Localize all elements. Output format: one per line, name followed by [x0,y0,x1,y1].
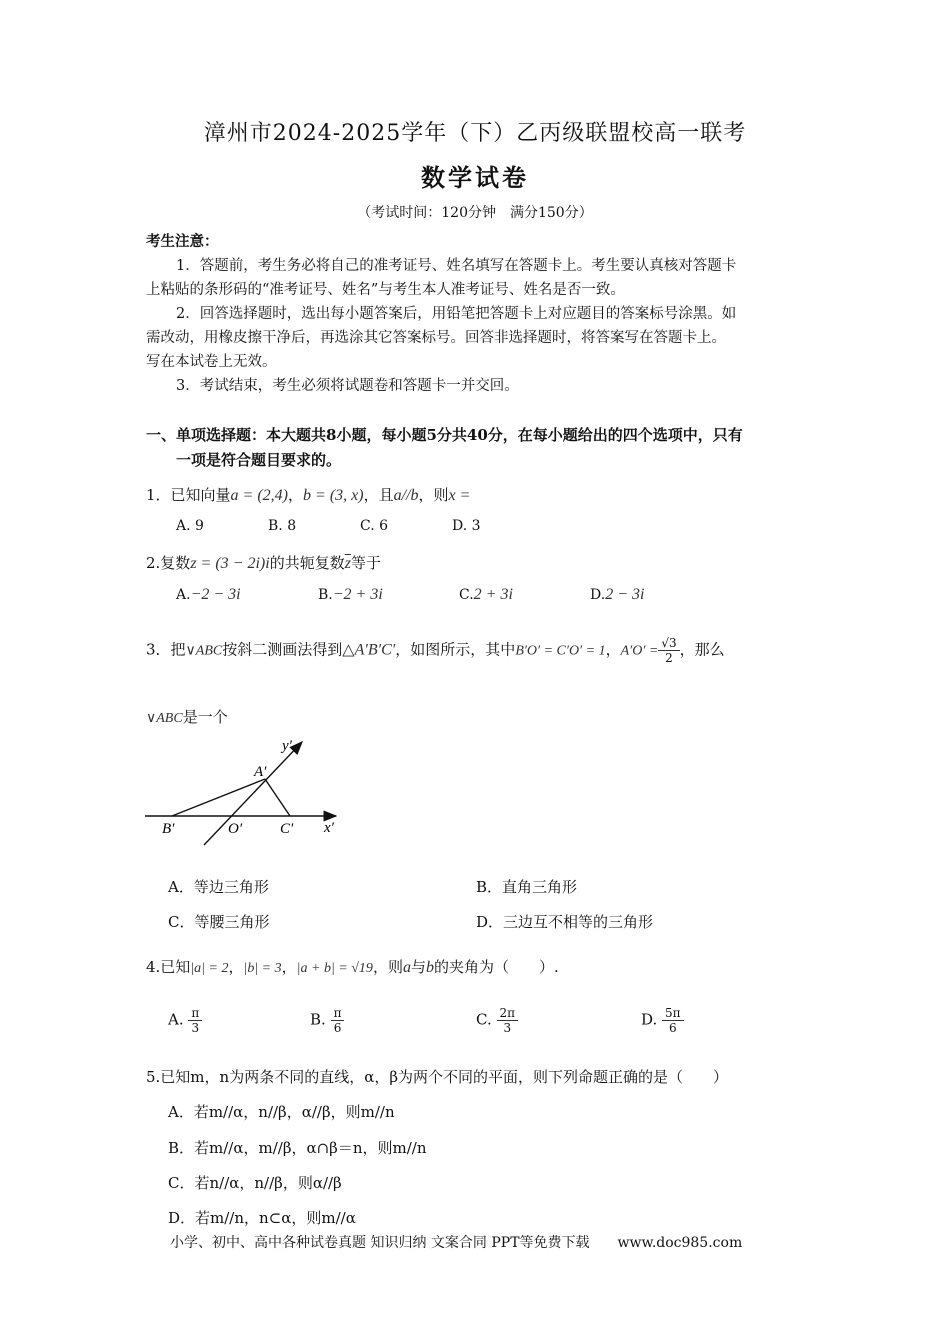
q1-vector-b: b = (3, x) [303,487,364,504]
exam-title: 漳州市2024-2025学年（下）乙丙级联盟校高一联考 [203,121,747,146]
q2-option-d[interactable]: D.2 − 3i [590,586,645,603]
q1-vector-a: a = (2,4) [230,487,288,504]
q2-mid: 的共轭复数 [269,554,345,572]
exam-subtitle: 数学试卷 [421,163,529,192]
q2-option-b[interactable]: B.−2 + 3i [318,586,383,603]
question-5: 5.已知m，n为两条不同的直线，α，β为两个不同的平面，则下列命题正确的是（ ） [146,1068,729,1086]
segment-ba [172,779,265,816]
q3-option-d[interactable]: D．三边互不相等的三角形 [476,913,654,931]
q3-suffix: ，那么 [679,640,725,659]
q3-option-b[interactable]: B．直角三角形 [476,878,578,896]
notice-heading: 考生注意： [146,233,219,250]
question-3-line2: ∨ABC是一个 [146,708,228,726]
q2-option-a[interactable]: A.−2 − 3i [176,586,241,603]
q4-norm-a: |a| = 2 [190,961,229,976]
q4-option-a[interactable]: A. $\frac{\pi}{3}$ [168,1006,202,1035]
q3-equation: B′O′ = C′O′ = 1 [515,643,606,659]
label-c: C′ [280,821,294,837]
q5-option-a[interactable]: A．若m//α，n//β，α//β，则m//n [168,1103,395,1121]
q3-fraction: $\frac{√3}{2}$ [658,636,679,665]
q2-complex-z: z = (3 − 2i)i [190,555,270,572]
question-2 [146,552,381,573]
q3-mid2: ，如图所示，其中 [395,640,516,659]
q1-option-a[interactable]: A. 9 [176,518,204,534]
notice-item1-line2: 上粘贴的条形码的“准考证号、姓名”与考生本人准考证号、姓名是否一致。 [146,282,625,298]
q1-sep: ， [288,486,304,504]
q2-conjugate: $\overline{z}$ [344,555,351,572]
q4-norm-b: |b| = 3 [243,961,282,976]
q5-option-c[interactable]: C．若n//α，n//β，则α//β [168,1174,342,1192]
label-o: O′ [228,821,243,837]
notice-item2-line3: 写在本试卷上无效。 [146,354,277,370]
q3-triangle: ∨ABC [185,643,223,659]
notice-item2-line1: 2．回答选择题时，选出每小题答案后，用铅笔把答题卡上对应题目的答案标号涂黑。如 [176,306,737,322]
label-y: y′ [282,738,292,754]
q2-option-c[interactable]: C.2 + 3i [459,586,513,603]
section1-heading-line1: 一、单项选择题：本大题共8小题，每小题5分共40分，在每小题给出的四个选项中，只有 [146,426,743,444]
q3-option-a[interactable]: A．等边三角形 [168,878,269,896]
q1-option-c[interactable]: C. 6 [360,518,389,534]
q1-condition: a//b [393,487,419,504]
q4-option-b[interactable]: B. $\frac{\pi}{6}$ [310,1006,344,1035]
q1-then: ，则 [418,486,449,504]
question-3: 3．把∨ABC按斜二测画法得到△A′B′C′，如图所示，其中B′O′ = C′O′ = 1，A′O′ = $\frac{√3}{2}$ ，那么 [146,636,725,665]
question-4: 4.已知|a| = 2，|b| = 3，|a + b| = √19，则a与b的夹角为（ ）. [146,958,559,976]
exam-time-info: （考试时间：120分钟 满分150分） [357,205,593,221]
q4-option-d[interactable]: D. $\frac{5\pi}{6}$ [641,1006,684,1035]
q1-option-b[interactable]: B. 8 [268,518,297,534]
q3-option-c[interactable]: C．等腰三角形 [168,913,270,931]
q1-option-d[interactable]: D. 3 [452,518,481,534]
notice-item2-line2: 需改动，用橡皮擦干净后，再选涂其它答案标号。回答非选择题时，将答案写在答题卡上。 [146,330,726,346]
q5-option-d[interactable]: D．若m//n，n⊂α，则m//α [168,1209,356,1227]
q1-prefix: 1．已知向量 [146,486,231,504]
q3-triangle-prime: △A′B′C′ [342,641,396,659]
q1-mid: ，且 [363,486,394,504]
q1-ask: x = [448,487,471,504]
label-a: A′ [254,764,267,780]
q2-prefix: 2.复数 [146,554,191,572]
question-1 [146,484,470,505]
q2-suffix: 等于 [350,554,381,572]
q3-mid1: 按斜二测画法得到 [222,640,343,659]
label-b: B′ [162,821,175,837]
q3-prefix: 3．把 [146,640,186,659]
page-footer: 小学、初中、高中各种试卷真题 知识归纳 文案合同 PPT等免费下载 www.doc985.com [170,1235,743,1251]
notice-item3: 3．考试结束，考生必须将试题卷和答题卡一并交回。 [176,378,519,394]
q5-option-b[interactable]: B．若m//α，m//β，α∩β＝n，则m//n [168,1139,427,1157]
q3-ao: A′O′ = [620,643,659,659]
q3-oblique-figure [140,730,350,848]
segment-ac [265,779,290,816]
notice-item1-line1: 1．答题前，考生务必将自己的准考证号、姓名填写在答题卡上。考生要认真核对答题卡 [176,258,737,274]
q4-option-c[interactable]: C. $\frac{2\pi}{3}$ [476,1006,518,1035]
section1-heading-line2: 一项是符合题目要求的。 [176,451,342,469]
label-x: x′ [324,820,334,836]
q4-norm-sum: |a + b| = √19 [296,961,373,976]
